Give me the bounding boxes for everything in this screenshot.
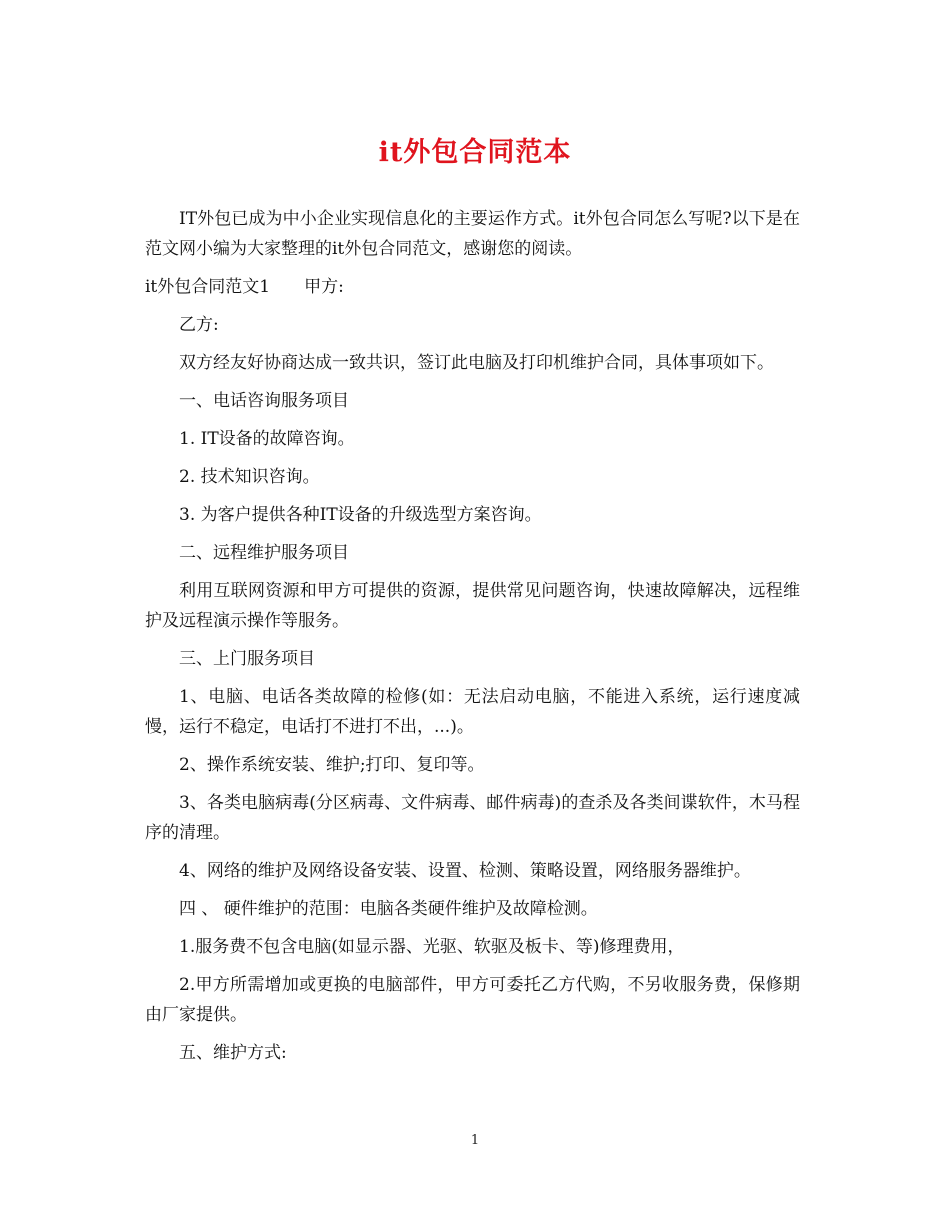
document-body <box>145 204 800 1076</box>
section-1-heading: 一、电话咨询服务项目 <box>179 391 349 411</box>
party-a-label: 甲方: <box>304 277 344 297</box>
party-b-label: 乙方: <box>179 315 219 335</box>
section-3-item-1: 1、电脑、电话各类故障的检修(如：无法启动电脑，不能进入系统，运行速度减慢，运行不稳定，电话打不进打不出，...)。 <box>145 687 800 737</box>
section-3-heading: 三、上门服务项目 <box>179 649 315 669</box>
section-2-body: 利用互联网资源和甲方可提供的资源，提供常见问题咨询，快速故障解决，远程维护及远程演示操作等服务。 <box>145 581 800 631</box>
sample-label: it外包合同范文1 <box>145 277 271 297</box>
section-1-item-1: 1. IT设备的故障咨询。 <box>179 429 355 449</box>
section-1-item-2: 2. 技术知识咨询。 <box>179 467 320 487</box>
section-3-item-3: 3、各类电脑病毒(分区病毒、文件病毒、邮件病毒)的查杀及各类间谍软件，木马程序的清理。 <box>145 793 800 843</box>
intro-paragraph: IT外包已成为中小企业实现信息化的主要运作方式。it外包合同怎么写呢?以下是在范文网小编为大家整理的it外包合同范文，感谢您的阅读。 <box>145 209 800 259</box>
section-3-item-4: 4、网络的维护及网络设备安装、设置、检测、策略设置，网络服务器维护。 <box>179 861 751 881</box>
section-4-heading: 四 、 硬件维护的范围：电脑各类硬件维护及故障检测。 <box>179 899 598 919</box>
section-4-item-2: 2.甲方所需增加或更换的电脑部件，甲方可委托乙方代购，不另收服务费，保修期由厂家提供。 <box>145 975 800 1025</box>
section-1-item-3: 3. 为客户提供各种IT设备的升级选型方案咨询。 <box>179 505 542 525</box>
section-2-heading: 二、远程维护服务项目 <box>179 543 349 563</box>
section-3-item-2: 2、操作系统安装、维护;打印、复印等。 <box>179 755 485 775</box>
sample-heading-line <box>145 272 800 302</box>
document-title: it外包合同范本 <box>378 137 572 168</box>
section-5-heading: 五、维护方式: <box>179 1043 287 1063</box>
page-number: 1 <box>470 1133 480 1148</box>
section-4-item-1: 1.服务费不包含电脑(如显示器、光驱、软驱及板卡、等)修理费用， <box>179 937 685 957</box>
agreement-paragraph: 双方经友好协商达成一致共识，签订此电脑及打印机维护合同，具体事项如下。 <box>179 353 774 373</box>
